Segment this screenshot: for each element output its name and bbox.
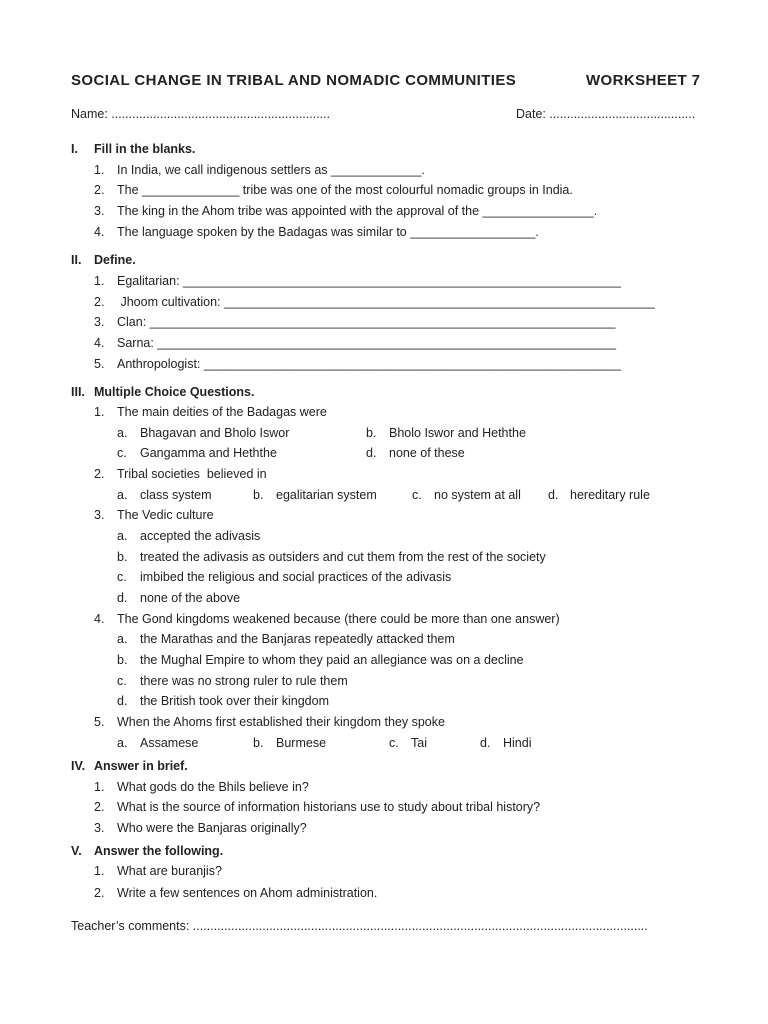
mcq-question: Tribal societies believed in: [117, 467, 267, 481]
s4-question: What gods do the Bhils believe in?: [117, 780, 309, 794]
mcq-option: the Mughal Empire to whom they paid an allegiance was on a decline: [140, 653, 524, 667]
s2-definition: Jhoom cultivation: ______________________________________________________________: [117, 295, 656, 309]
mcq-option-letter: b.: [117, 550, 128, 564]
section-4-heading: Answer in brief.: [94, 759, 188, 773]
mcq-option: Burmese: [276, 736, 327, 750]
s2-item-number: 1.: [94, 274, 105, 288]
s2-item-number: 2.: [94, 295, 105, 309]
worksheet-number: WORKSHEET 7: [586, 72, 701, 89]
mcq-option: none of the above: [140, 591, 241, 605]
s1-question: The language spoken by the Badagas was similar to __________________.: [117, 225, 539, 239]
mcq-question: The Vedic culture: [117, 508, 214, 522]
s1-question: The ______________ tribe was one of the most colourful nomadic groups in India.: [117, 183, 573, 197]
mcq-option-letter: d.: [480, 736, 491, 750]
s1-question: In India, we call indigenous settlers as _____________.: [117, 163, 425, 177]
s2-definition: Egalitarian: _______________________________________________________________: [117, 274, 621, 288]
s1-item-number: 4.: [94, 225, 105, 239]
s4-item-number: 2.: [94, 800, 105, 814]
mcq-option: Assamese: [140, 736, 199, 750]
s1-item-number: 1.: [94, 163, 105, 177]
section-4-roman: IV.: [71, 759, 86, 773]
mcq-option: none of these: [389, 446, 465, 460]
mcq-option-letter: c.: [117, 446, 127, 460]
mcq-option-letter: c.: [412, 488, 422, 502]
s2-item-number: 5.: [94, 357, 105, 371]
s2-definition: Sarna: __________________________________________________________________: [117, 336, 617, 350]
mcq-option: Bhagavan and Bholo Iswor: [140, 426, 290, 440]
mcq-option-letter: c.: [389, 736, 399, 750]
mcq-option: imbibed the religious and social practices of the adivasis: [140, 570, 452, 584]
mcq-option-letter: a.: [117, 426, 128, 440]
mcq-option-letter: a.: [117, 736, 128, 750]
name-field[interactable]: Name: ...............................................................: [71, 107, 331, 121]
date-field[interactable]: Date: ..........................................: [516, 107, 696, 121]
mcq-option-letter: d.: [117, 591, 128, 605]
mcq-option: no system at all: [434, 488, 521, 502]
mcq-option-letter: b.: [366, 426, 377, 440]
s2-definition: Clan: ___________________________________________________________________: [117, 315, 616, 329]
mcq-option: Gangamma and Heththe: [140, 446, 277, 460]
mcq-option: accepted the adivasis: [140, 529, 261, 543]
mcq-number: 2.: [94, 467, 105, 481]
mcq-option-letter: a.: [117, 632, 128, 646]
s1-item-number: 3.: [94, 204, 105, 218]
mcq-option-letter: d.: [366, 446, 377, 460]
section-3-heading: Multiple Choice Questions.: [94, 385, 255, 399]
mcq-option-letter: b.: [253, 736, 264, 750]
section-2-roman: II.: [71, 253, 82, 267]
mcq-option-letter: a.: [117, 529, 128, 543]
section-1-roman: I.: [71, 142, 78, 156]
mcq-option-letter: b.: [253, 488, 264, 502]
mcq-option-letter: d.: [548, 488, 559, 502]
mcq-option: class system: [140, 488, 212, 502]
mcq-question: The main deities of the Badagas were: [117, 405, 327, 419]
mcq-option: Bholo Iswor and Heththe: [389, 426, 526, 440]
s4-question: What is the source of information historians use to study about tribal history?: [117, 800, 541, 814]
s2-item-number: 4.: [94, 336, 105, 350]
s2-item-number: 3.: [94, 315, 105, 329]
section-5-roman: V.: [71, 844, 82, 858]
mcq-number: 5.: [94, 715, 105, 729]
section-1-heading: Fill in the blanks.: [94, 142, 196, 156]
mcq-question: When the Ahoms first established their kingdom they spoke: [117, 715, 445, 729]
mcq-option: the Marathas and the Banjaras repeatedly attacked them: [140, 632, 455, 646]
s4-item-number: 1.: [94, 780, 105, 794]
mcq-number: 1.: [94, 405, 105, 419]
mcq-option: there was no strong ruler to rule them: [140, 674, 348, 688]
mcq-option-letter: c.: [117, 570, 127, 584]
mcq-option: Hindi: [503, 736, 532, 750]
mcq-option: hereditary rule: [570, 488, 650, 502]
worksheet-title: SOCIAL CHANGE IN TRIBAL AND NOMADIC COMMUNITIES: [71, 72, 517, 89]
mcq-option-letter: b.: [117, 653, 128, 667]
section-3-roman: III.: [71, 385, 85, 399]
s1-question: The king in the Ahom tribe was appointed with the approval of the ________________.: [117, 204, 598, 218]
mcq-number: 4.: [94, 612, 105, 626]
s5-item-number: 2.: [94, 886, 105, 900]
mcq-question: The Gond kingdoms weakened because (there could be more than one answer): [117, 612, 560, 626]
mcq-number: 3.: [94, 508, 105, 522]
teacher-comments-field[interactable]: Teacher’s comments: ...................................................................................................................................: [71, 919, 648, 933]
mcq-option: egalitarian system: [276, 488, 377, 502]
mcq-option-letter: d.: [117, 694, 128, 708]
mcq-option: Tai: [411, 736, 427, 750]
mcq-option: treated the adivasis as outsiders and cut them from the rest of the society: [140, 550, 546, 564]
mcq-option-letter: a.: [117, 488, 128, 502]
s2-definition: Anthropologist: ____________________________________________________________: [117, 357, 621, 371]
mcq-option-letter: c.: [117, 674, 127, 688]
section-2-heading: Define.: [94, 253, 136, 267]
s5-item-number: 1.: [94, 864, 105, 878]
s5-question: What are buranjis?: [117, 864, 222, 878]
s5-question: Write a few sentences on Ahom administration.: [117, 886, 378, 900]
s1-item-number: 2.: [94, 183, 105, 197]
s4-question: Who were the Banjaras originally?: [117, 821, 307, 835]
s4-item-number: 3.: [94, 821, 105, 835]
section-5-heading: Answer the following.: [94, 844, 224, 858]
mcq-option: the British took over their kingdom: [140, 694, 329, 708]
